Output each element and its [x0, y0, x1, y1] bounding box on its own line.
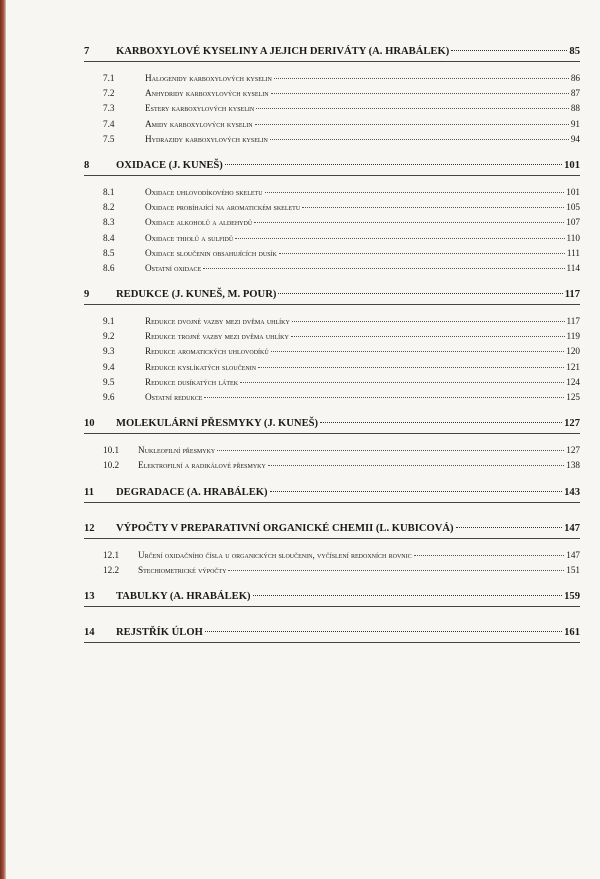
section-title: Určení oxidačního čísla u organických sloučenin, vyčíslení redoxních rovnic [138, 549, 412, 560]
section-entry[interactable] [84, 117, 580, 132]
section-page-number: 88 [570, 103, 580, 114]
chapter-entry[interactable] [84, 624, 580, 641]
chapter-divider [84, 642, 580, 643]
section-title: Amidy karboxylových kyselin [145, 118, 253, 129]
section-entry[interactable] [84, 185, 580, 200]
section-title: Oxidace thiolů a sulfidů [145, 232, 234, 243]
toc-chapter [84, 484, 580, 503]
dot-leader [270, 139, 569, 140]
chapter-divider [84, 304, 580, 305]
section-page-number: 121 [566, 361, 580, 372]
toc-chapter [84, 520, 580, 578]
section-list [84, 71, 580, 147]
section-list [84, 185, 580, 276]
chapter-number: 11 [84, 486, 95, 498]
section-entry[interactable] [84, 86, 580, 101]
chapter-divider [84, 61, 580, 62]
section-page-number: 138 [566, 460, 580, 471]
section-number: 9.1 [103, 316, 115, 327]
section-entry[interactable] [84, 200, 580, 215]
dot-leader [217, 450, 564, 451]
chapter-entry[interactable] [84, 520, 580, 537]
section-list [84, 314, 580, 405]
dot-leader [228, 570, 564, 571]
section-page-number: 110 [566, 232, 580, 243]
section-page-number: 91 [570, 118, 580, 129]
section-title: Oxidace alkoholů a aldehydů [145, 217, 253, 228]
section-title: Halogenidy karboxylových kyselin [145, 73, 272, 83]
toc-chapter [84, 624, 580, 643]
section-page-number: 114 [566, 262, 580, 273]
dot-leader [451, 50, 567, 51]
section-title: Oxidace uhlovodíkového skeletu [145, 186, 263, 197]
section-number: 7.1 [103, 73, 115, 83]
chapter-title: KARBOXYLOVÉ KYSELINY A JEJICH DERIVÁTY (A. HRABÁLEK) [116, 46, 450, 57]
section-page-number: 117 [566, 316, 580, 327]
section-number: 9.2 [103, 331, 115, 342]
chapter-title: REDUKCE (J. KUNEŠ, M. POUR) [116, 289, 277, 301]
section-page-number: 119 [566, 331, 580, 342]
section-entry[interactable] [84, 231, 580, 246]
section-list [84, 443, 580, 473]
dot-leader [456, 527, 563, 528]
section-number: 12.2 [103, 564, 120, 575]
section-page-number: 101 [566, 186, 580, 197]
chapter-entry[interactable] [84, 588, 580, 605]
dot-leader [254, 222, 564, 223]
section-page-number: 120 [566, 346, 580, 357]
section-entry[interactable] [84, 246, 580, 261]
chapter-title: DEGRADACE (A. HRABÁLEK) [116, 486, 268, 498]
chapter-divider [84, 502, 580, 503]
chapter-title: OXIDACE (J. KUNEŠ) [116, 159, 223, 171]
section-number: 9.6 [103, 392, 115, 402]
dot-leader [265, 192, 565, 193]
chapter-page-number: 117 [564, 289, 580, 301]
chapter-entry[interactable] [84, 415, 580, 432]
toc-chapter [84, 43, 580, 147]
section-title: Ostatní oxidace [145, 262, 202, 273]
section-title: Redukce kyslíkatých sloučenin [145, 361, 257, 372]
dot-leader [302, 207, 564, 208]
section-page-number: 105 [566, 202, 580, 213]
section-number: 8.6 [103, 262, 115, 273]
section-entry[interactable] [84, 344, 580, 359]
section-title: Nukleofilní přesmyky [138, 445, 216, 456]
section-title: Stechiometrické výpočty [138, 564, 227, 575]
chapter-title: REJSTŘÍK ÚLOH [116, 626, 203, 638]
section-page-number: 94 [570, 133, 580, 144]
section-entry[interactable] [84, 215, 580, 230]
section-title: Elektrofilní a radikálové přesmyky [138, 460, 266, 471]
section-number: 8.3 [103, 217, 115, 228]
section-title: Redukce dusíkatých látek [145, 376, 239, 387]
dot-leader [278, 293, 562, 294]
section-title: Estery karboxylových kyselin [145, 103, 255, 114]
chapter-divider [84, 538, 580, 539]
section-number: 8.2 [103, 202, 115, 213]
dot-leader [414, 555, 565, 556]
section-number: 9.3 [103, 346, 115, 357]
section-entry[interactable] [84, 390, 580, 405]
dot-leader [235, 238, 564, 239]
chapter-entry[interactable] [84, 157, 580, 174]
section-number: 7.3 [103, 103, 115, 114]
section-entry[interactable] [84, 563, 580, 578]
section-page-number: 107 [566, 217, 580, 228]
toc-chapter [84, 157, 580, 276]
section-page-number: 127 [566, 445, 580, 456]
chapter-title: MOLEKULÁRNÍ PŘESMYKY (J. KUNEŠ) [116, 418, 319, 430]
chapter-page-number: 143 [564, 486, 580, 498]
dot-leader [279, 253, 565, 254]
chapter-entry[interactable] [84, 484, 580, 501]
section-number: 8.1 [103, 186, 115, 197]
section-page-number: 125 [566, 392, 580, 402]
chapter-page-number: 101 [564, 159, 580, 171]
chapter-number: 7 [84, 46, 90, 57]
section-number: 10.1 [103, 445, 120, 456]
section-page-number: 147 [566, 549, 580, 560]
section-number: 9.5 [103, 376, 115, 387]
chapter-number: 14 [84, 626, 95, 638]
chapter-divider [84, 606, 580, 607]
section-title: Oxidace sloučenin obsahujících dusík [145, 247, 277, 258]
dot-leader [205, 631, 562, 632]
section-page-number: 151 [566, 564, 580, 575]
section-number: 7.4 [103, 118, 115, 129]
section-entry[interactable] [84, 329, 580, 344]
section-page-number: 124 [566, 376, 580, 387]
section-page-number: 87 [570, 88, 580, 99]
chapter-page-number: 161 [564, 626, 580, 638]
dot-leader [253, 595, 563, 596]
section-entry[interactable] [84, 101, 580, 116]
chapter-divider [84, 175, 580, 176]
section-title: Redukce trojné vazby mezi dvěma uhlíky [145, 331, 289, 342]
section-number: 10.2 [103, 460, 120, 471]
dot-leader [271, 93, 569, 94]
dot-leader [268, 465, 564, 466]
chapter-page-number: 85 [569, 46, 580, 57]
chapter-divider [84, 433, 580, 434]
toc-chapter [84, 588, 580, 607]
table-of-contents [84, 43, 580, 643]
section-number: 7.2 [103, 88, 115, 99]
chapter-page-number: 127 [564, 418, 580, 430]
chapter-page-number: 159 [564, 590, 580, 602]
section-title: Oxidace probíhající na aromatickém skeletu [145, 202, 301, 213]
chapter-title: VÝPOČTY V PREPARATIVNÍ ORGANICKÉ CHEMII (L. KUBICOVÁ) [116, 522, 454, 534]
chapter-page-number: 147 [564, 522, 580, 534]
dot-leader [270, 491, 563, 492]
section-entry[interactable] [84, 132, 580, 147]
chapter-title: TABULKY (A. HRABÁLEK) [116, 590, 251, 602]
dot-leader [271, 351, 565, 352]
section-title: Anhydridy karboxylových kyselin [145, 88, 269, 99]
section-page-number: 86 [570, 73, 580, 83]
section-entry[interactable] [84, 548, 580, 563]
dot-leader [255, 124, 569, 125]
chapter-number: 13 [84, 590, 95, 602]
section-number: 8.5 [103, 247, 115, 258]
section-entry[interactable] [84, 71, 580, 86]
section-page-number: 111 [566, 247, 580, 258]
section-title: Redukce aromatických uhlovodíků [145, 346, 269, 357]
section-title: Redukce dvojné vazby mezi dvěma uhlíky [145, 316, 290, 327]
chapter-number: 10 [84, 418, 95, 430]
dot-leader [274, 78, 569, 79]
section-number: 8.4 [103, 232, 115, 243]
dot-leader [291, 336, 565, 337]
section-entry[interactable] [84, 443, 580, 458]
dot-leader [204, 397, 564, 398]
section-number: 7.5 [103, 133, 115, 144]
section-entry[interactable] [84, 314, 580, 329]
section-entry[interactable] [84, 261, 580, 276]
section-entry[interactable] [84, 458, 580, 473]
section-entry[interactable] [84, 375, 580, 390]
toc-chapter [84, 415, 580, 473]
section-entry[interactable] [84, 360, 580, 375]
section-number: 12.1 [103, 549, 120, 560]
section-list [84, 548, 580, 578]
section-number: 9.4 [103, 361, 115, 372]
dot-leader [292, 321, 565, 322]
chapter-entry[interactable] [84, 286, 580, 303]
section-title: Ostatní redukce [145, 392, 203, 402]
dot-leader [320, 422, 562, 423]
dot-leader [203, 268, 564, 269]
section-title: Hydrazidy karboxylových kyselin [145, 133, 268, 144]
chapter-number: 12 [84, 522, 95, 534]
chapter-entry[interactable] [84, 43, 580, 60]
toc-chapter [84, 286, 580, 405]
dot-leader [240, 382, 564, 383]
dot-leader [258, 367, 564, 368]
chapter-number: 9 [84, 289, 90, 301]
dot-leader [256, 108, 569, 109]
chapter-number: 8 [84, 159, 90, 171]
dot-leader [225, 164, 562, 165]
